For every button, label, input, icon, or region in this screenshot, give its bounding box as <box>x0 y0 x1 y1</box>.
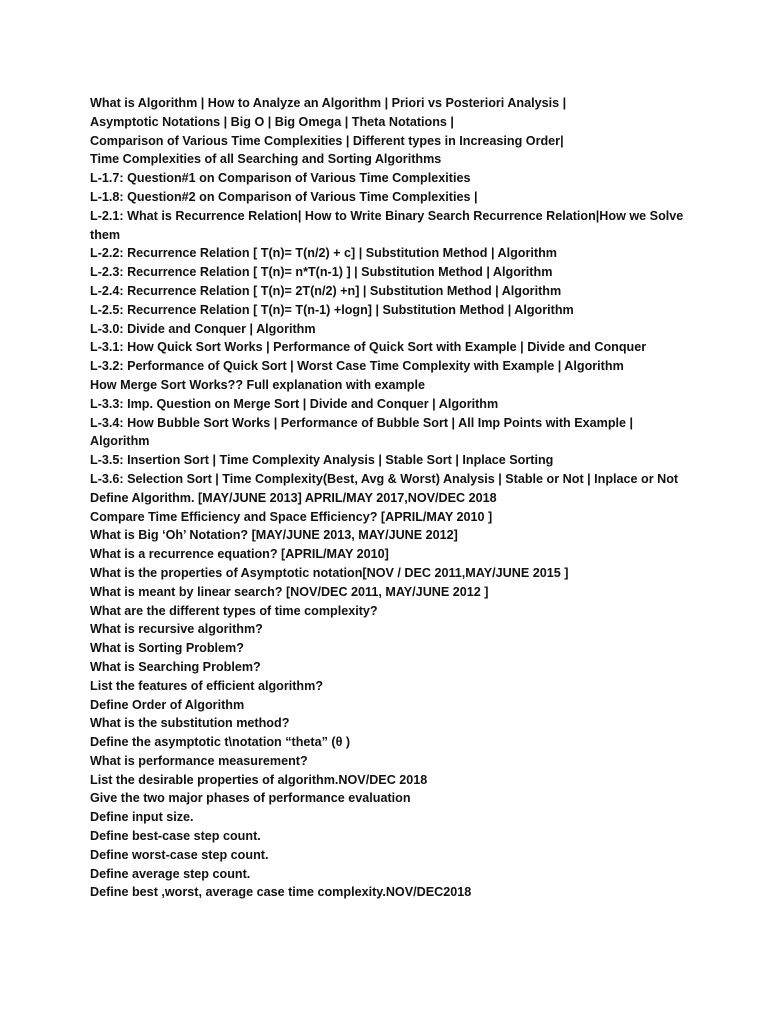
text-line: L-2.1: What is Recurrence Relation| How to Write Binary Search Recurrence Relation|How we Solve them <box>90 208 684 242</box>
text-line: List the features of efficient algorithm? <box>90 678 324 693</box>
text-line: What is recursive algorithm? <box>90 622 263 637</box>
text-line: What is Searching Problem? <box>90 659 261 674</box>
text-line: L-1.8: Question#2 on Comparison of Various Time Complexities | <box>90 189 478 204</box>
text-line: What is the properties of Asymptotic notation[NOV / DEC 2011,MAY/JUNE 2015 ] <box>90 565 569 580</box>
text-line: L-2.5: Recurrence Relation [ T(n)= T(n-1) +logn] | Substitution Method | Algorithm <box>90 302 574 317</box>
text-line: What is meant by linear search? [NOV/DEC 2011, MAY/JUNE 2012 ] <box>90 584 489 599</box>
text-line: What is the substitution method? <box>90 716 290 731</box>
text-line: What is Sorting Problem? <box>90 641 244 656</box>
text-line: L-3.2: Performance of Quick Sort | Worst Case Time Complexity with Example | Algorithm <box>90 359 624 374</box>
text-line: Give the two major phases of performance evaluation <box>90 791 411 806</box>
text-line: L-3.3: Imp. Question on Merge Sort | Divide and Conquer | Algorithm <box>90 396 499 411</box>
text-line: Define Order of Algorithm <box>90 697 245 712</box>
text-line: L-2.4: Recurrence Relation [ T(n)= 2T(n/2) +n] | Substitution Method | Algorithm <box>90 283 562 298</box>
text-line: What is performance measurement? <box>90 753 308 768</box>
text-line: Asymptotic Notations | Big O | Big Omega | Theta Notations | <box>90 114 454 129</box>
text-line: What are the different types of time complexity? <box>90 603 378 618</box>
text-line: L-2.3: Recurrence Relation [ T(n)= n*T(n-1) ] | Substitution Method | Algorithm <box>90 265 553 280</box>
text-line: L-3.6: Selection Sort | Time Complexity(Best, Avg & Worst) Analysis | Stable or Not | Inplace or Not <box>90 471 679 486</box>
text-line: L-3.4: How Bubble Sort Works | Performance of Bubble Sort | All Imp Points with Example | Algorithm <box>90 415 634 449</box>
text-line: Comparison of Various Time Complexities | Different types in Increasing Order| <box>90 133 564 148</box>
text-line: L-3.1: How Quick Sort Works | Performance of Quick Sort with Example | Divide and Conquer <box>90 340 647 355</box>
text-line: Time Complexities of all Searching and Sorting Algorithms <box>90 152 442 167</box>
text-line: Define input size. <box>90 810 194 825</box>
text-line: L-2.2: Recurrence Relation [ T(n)= T(n/2) + c] | Substitution Method | Algorithm <box>90 246 557 261</box>
text-line: Define best-case step count. <box>90 829 261 844</box>
text-line: How Merge Sort Works?? Full explanation with example <box>90 377 425 392</box>
text-line: Define worst-case step count. <box>90 847 269 862</box>
text-line: What is Algorithm | How to Analyze an Algorithm | Priori vs Posteriori Analysis | <box>90 96 567 110</box>
text-line: Define Algorithm. [MAY/JUNE 2013] APRIL/MAY 2017,NOV/DEC 2018 <box>90 490 497 505</box>
text-line: Define the asymptotic t\notation “theta” (θ ) <box>90 735 351 750</box>
text-line: What is Big ‘Oh’ Notation? [MAY/JUNE 2013, MAY/JUNE 2012] <box>90 528 458 543</box>
text-line: What is a recurrence equation? [APRIL/MAY 2010] <box>90 547 389 562</box>
document-text-body <box>90 94 690 902</box>
text-line: Compare Time Efficiency and Space Efficiency? [APRIL/MAY 2010 ] <box>90 509 493 524</box>
text-line: L-3.0: Divide and Conquer | Algorithm <box>90 321 316 336</box>
text-line: L-3.5: Insertion Sort | Time Complexity Analysis | Stable Sort | Inplace Sorting <box>90 453 554 468</box>
text-line: Define best ,worst, average case time complexity.NOV/DEC2018 <box>90 885 472 900</box>
text-line: List the desirable properties of algorithm.NOV/DEC 2018 <box>90 772 428 787</box>
text-line: L-1.7: Question#1 on Comparison of Various Time Complexities <box>90 171 471 186</box>
text-line: Define average step count. <box>90 866 251 881</box>
